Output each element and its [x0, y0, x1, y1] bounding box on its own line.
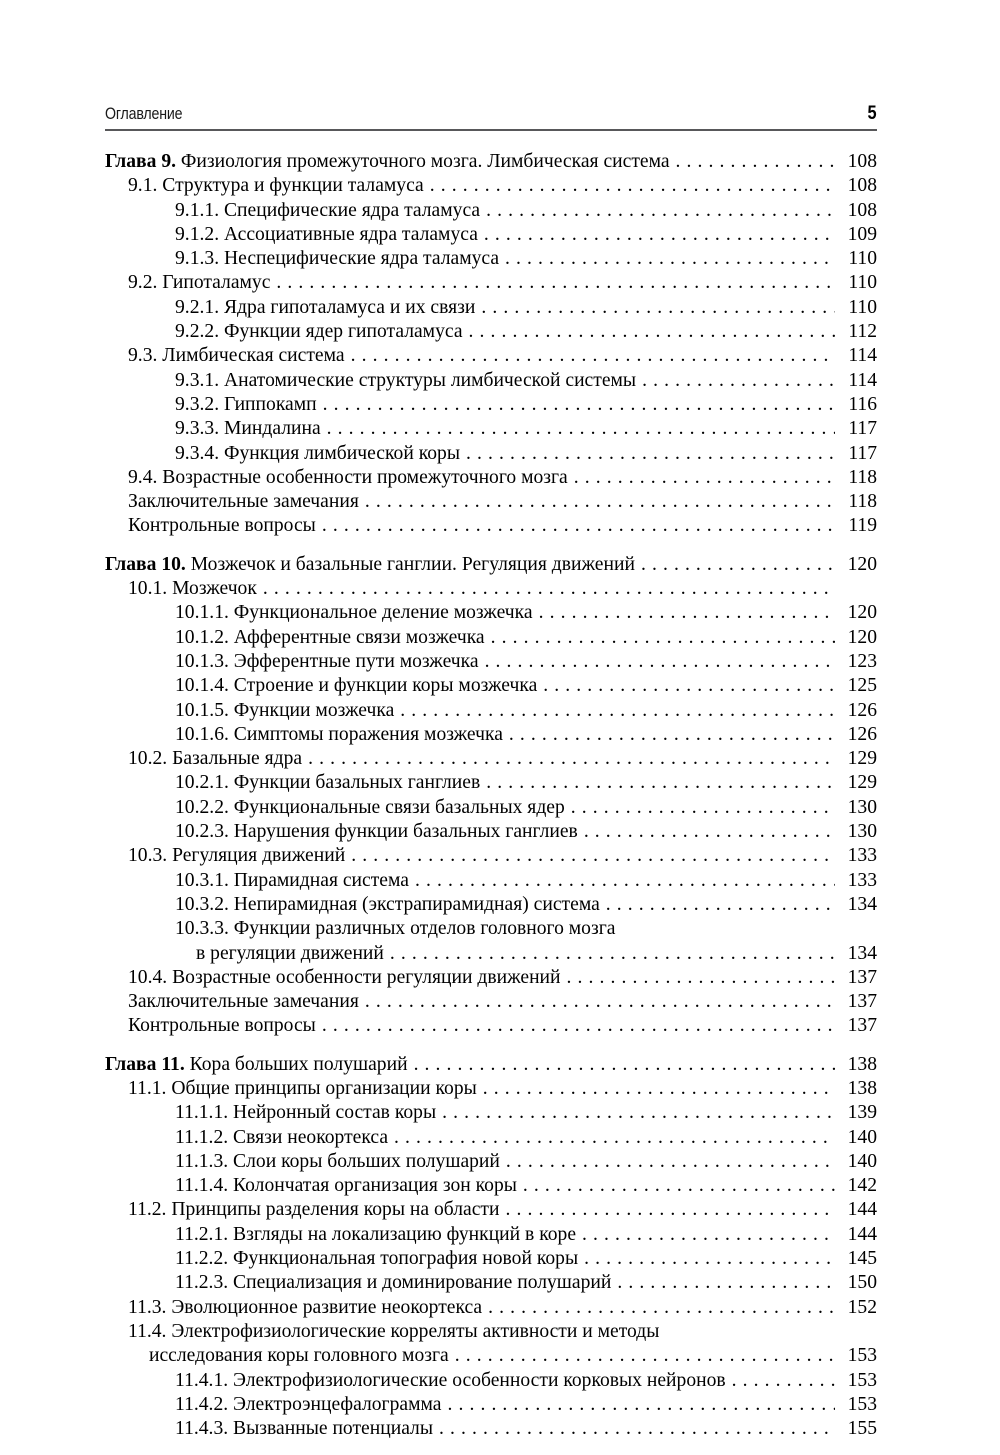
dot-leader	[365, 990, 835, 1014]
toc-entry-label: 10.1.3. Эфферентные пути мозжечка	[175, 650, 479, 672]
dot-leader	[400, 699, 835, 723]
toc-entry-row[interactable]	[105, 442, 877, 466]
dot-leader	[584, 1247, 835, 1271]
dot-leader	[276, 271, 835, 295]
toc-entry-row[interactable]	[105, 223, 877, 247]
toc-entry-label: 10.2.3. Нарушения функции базальных ганглиев	[175, 821, 578, 843]
toc-page-number: 123	[847, 650, 877, 672]
toc-entry-label: 9.3. Лимбическая система	[128, 345, 345, 367]
toc-entry-label: 10.3.2. Непирамидная (экстрапирамидная) система	[175, 893, 600, 915]
toc-page-number: 140	[847, 1126, 877, 1148]
toc-entry-row[interactable]	[105, 990, 877, 1014]
toc-entry-label: Заключительные замечания	[128, 991, 359, 1013]
toc-entry-label: 11.4.2. Электроэнцефалограмма	[175, 1393, 442, 1415]
toc-entry-label: 11.4.3. Вызванные потенциалы	[175, 1418, 433, 1440]
dot-leader	[455, 1344, 835, 1368]
toc-entry-label: 9.1. Структура и функции таламуса	[128, 175, 424, 197]
dot-leader	[486, 199, 835, 223]
toc-entry-row[interactable]	[105, 466, 877, 490]
dot-leader	[322, 1014, 835, 1038]
toc-page-number: 120	[847, 553, 877, 575]
chapter-block	[105, 1053, 877, 1442]
toc-entry-row[interactable]	[105, 1369, 877, 1393]
toc-page-number: 110	[848, 248, 877, 270]
dot-leader	[447, 1393, 835, 1417]
toc-entry-label: 11.2.1. Взгляды на локализацию функций в коре	[175, 1223, 577, 1245]
dot-leader	[621, 917, 835, 941]
toc-page-number: 109	[847, 223, 877, 245]
toc-page-number: 137	[847, 966, 877, 988]
toc-entry-row[interactable]	[105, 796, 877, 820]
toc-page-number: 134	[847, 893, 877, 915]
toc-entry-row[interactable]	[105, 199, 877, 223]
toc-entry-row[interactable]	[105, 369, 877, 393]
toc-entry-label: 11.4. Электрофизиологические корреляты активности и методы	[128, 1320, 660, 1342]
dot-leader	[543, 674, 835, 698]
dot-leader	[491, 626, 835, 650]
dot-leader	[323, 393, 835, 417]
toc-page-number: 145	[847, 1248, 877, 1270]
dot-leader	[523, 1174, 835, 1198]
toc-entry-row[interactable]	[105, 344, 877, 368]
toc-entry-row[interactable]	[105, 320, 877, 344]
toc-entry-row[interactable]	[105, 966, 877, 990]
dot-leader	[485, 650, 835, 674]
toc-page-number: 139	[847, 1102, 877, 1124]
dot-leader	[327, 417, 835, 441]
toc-entry-label: Контрольные вопросы	[128, 515, 316, 537]
toc-entry-row[interactable]	[105, 271, 877, 295]
page-title: Оглавление	[105, 105, 183, 123]
toc-entry-label: 9.1.1. Специфические ядра таламуса	[175, 199, 481, 221]
dot-leader	[308, 747, 835, 771]
toc-entry-label: Глава 10. Мозжечок и базальные ганглии. Регуляция движений	[105, 553, 635, 575]
dot-leader	[351, 344, 835, 368]
toc-entry-row[interactable]	[105, 417, 877, 441]
toc-page-number: 144	[847, 1223, 877, 1245]
toc-entry-row[interactable]	[105, 1223, 877, 1247]
toc-entry-row[interactable]	[105, 917, 877, 941]
toc-entry-row[interactable]	[105, 1150, 877, 1174]
toc-entry-row[interactable]	[105, 650, 877, 674]
toc-entry-row[interactable]	[105, 771, 877, 795]
dot-leader	[414, 1053, 835, 1077]
chapter-block	[105, 150, 877, 539]
dot-leader	[582, 1223, 835, 1247]
folio-page-number: 5	[867, 103, 877, 124]
toc-page-number: 137	[847, 991, 877, 1013]
toc-entry-label: 11.1.3. Слои коры больших полушарий	[175, 1150, 500, 1172]
toc-page-number: 110	[848, 296, 877, 318]
toc-entry-row[interactable]	[105, 869, 877, 893]
toc-page-number: 133	[847, 845, 877, 867]
dot-leader	[390, 942, 835, 966]
dot-leader	[365, 490, 835, 514]
toc-entry-row[interactable]	[105, 1174, 877, 1198]
toc-entry-row[interactable]	[105, 1126, 877, 1150]
dot-leader	[617, 1271, 835, 1295]
toc-entry-row[interactable]	[105, 247, 877, 271]
toc-page-number: 108	[847, 151, 877, 172]
toc-entry-label: 9.1.2. Ассоциативные ядра таламуса	[175, 223, 478, 245]
dot-leader	[539, 601, 835, 625]
toc-page-number: 108	[847, 199, 877, 221]
toc-chapter-prefix: Глава 9.	[105, 151, 177, 172]
toc-entry-label: 10.3. Регуляция движений	[128, 845, 346, 867]
toc-entry-row[interactable]	[105, 393, 877, 417]
toc-entry-label: 9.3.3. Миндалина	[175, 418, 321, 440]
dot-leader	[584, 820, 835, 844]
toc-page-number: 138	[847, 1053, 877, 1075]
toc-entry-label: 10.1.4. Строение и функции коры мозжечка	[175, 675, 538, 697]
toc-entry-label: 9.3.1. Анатомические структуры лимбической системы	[175, 369, 637, 391]
toc-entry-row[interactable]	[105, 626, 877, 650]
toc-entry-label: в регуляции движений	[196, 942, 384, 964]
dot-leader	[394, 1126, 835, 1150]
toc-entry-label: 9.3.2. Гиппокамп	[175, 393, 317, 415]
toc-page-number: 119	[848, 515, 877, 537]
toc-entry-row[interactable]	[105, 296, 877, 320]
running-header	[105, 103, 877, 125]
toc-page-number: 153	[847, 1393, 877, 1415]
toc-entry-row[interactable]	[105, 1198, 877, 1222]
toc-chapter-prefix: Глава 10.	[105, 553, 186, 575]
toc-entry-label: 9.2. Гипоталамус	[128, 272, 271, 294]
toc-page-number: 133	[847, 869, 877, 891]
toc-entry-label: 9.2.2. Функции ядер гипоталамуса	[175, 321, 463, 343]
toc-entry-label: 10.1.1. Функциональное деление мозжечка	[175, 602, 533, 624]
toc-entry-label: 11.1.2. Связи неокортекса	[175, 1126, 389, 1148]
dot-leader	[732, 1369, 835, 1393]
toc-page-number: 114	[848, 369, 877, 391]
header-divider	[105, 129, 877, 131]
toc-entry-label: 10.1.5. Функции мозжечка	[175, 699, 395, 721]
toc-entry-label: 11.2.3. Специализация и доминирование полушарий	[175, 1272, 612, 1294]
toc-entry-label: 9.3.4. Функция лимбической коры	[175, 442, 460, 464]
dot-leader	[430, 174, 835, 198]
toc-entry-row[interactable]	[105, 1320, 877, 1344]
dot-leader	[466, 442, 835, 466]
toc-page-number: 125	[847, 675, 877, 697]
table-of-contents	[105, 150, 877, 1441]
toc-entry-row[interactable]	[105, 1271, 877, 1295]
dot-leader	[322, 514, 835, 538]
toc-page-number: 126	[847, 723, 877, 745]
toc-entry-row[interactable]	[105, 674, 877, 698]
dot-leader	[571, 796, 835, 820]
toc-entry-label: исследования коры головного мозга	[149, 1345, 449, 1367]
toc-entry-row[interactable]	[105, 1344, 877, 1368]
toc-entry-label: 9.4. Возрастные особенности промежуточного мозга	[128, 466, 568, 488]
toc-page-number: 150	[847, 1272, 877, 1294]
toc-page-number: 129	[847, 748, 877, 770]
toc-entry-label: 10.3.1. Пирамидная система	[175, 869, 409, 891]
toc-chapter-row[interactable]	[105, 1053, 877, 1077]
toc-entry-label: 11.1.1. Нейронный состав коры	[175, 1102, 437, 1124]
toc-entry-row[interactable]	[105, 723, 877, 747]
dot-leader	[439, 1417, 835, 1441]
toc-page-number: 118	[848, 466, 877, 488]
dot-leader	[574, 466, 835, 490]
toc-entry-label: 10.2. Базальные ядра	[128, 748, 303, 770]
toc-entry-label: 11.4.1. Электрофизиологические особенности корковых нейронов	[175, 1369, 726, 1391]
toc-entry-row[interactable]	[105, 1393, 877, 1417]
dot-leader	[606, 893, 835, 917]
toc-page-number: 130	[847, 796, 877, 818]
toc-page-number: 114	[848, 345, 877, 367]
toc-entry-row[interactable]	[105, 699, 877, 723]
dot-leader	[642, 369, 835, 393]
toc-entry-label: Глава 9. Физиология промежуточного мозга. Лимбическая система	[105, 151, 670, 172]
toc-page-number: 142	[847, 1175, 877, 1197]
toc-entry-label: 11.1. Общие принципы организации коры	[128, 1077, 477, 1099]
toc-page-number: 116	[848, 393, 877, 415]
toc-page-number: 117	[848, 442, 877, 464]
toc-page-number: 112	[848, 321, 877, 343]
toc-entry-label: 10.2.1. Функции базальных ганглиев	[175, 772, 481, 794]
toc-page-number: 138	[847, 1077, 877, 1099]
toc-chapter-prefix: Глава 11.	[105, 1053, 185, 1075]
toc-page-number: 120	[847, 626, 877, 648]
toc-entry-label: Глава 11. Кора больших полушарий	[105, 1053, 408, 1075]
toc-entry-row[interactable]	[105, 893, 877, 917]
toc-entry-label: 10.1. Мозжечок	[128, 578, 257, 600]
toc-page-number: 144	[847, 1199, 877, 1221]
toc-entry-label: 11.2. Принципы разделения коры на области	[128, 1199, 500, 1221]
dot-leader	[483, 1077, 835, 1101]
toc-entry-row[interactable]	[105, 747, 877, 771]
toc-page-number: 108	[847, 175, 877, 197]
toc-page-number: 126	[847, 699, 877, 721]
toc-entry-label: Контрольные вопросы	[128, 1015, 316, 1037]
toc-page-number: 120	[847, 602, 877, 624]
toc-page-number: 155	[847, 1418, 877, 1440]
toc-page-number: 118	[848, 491, 877, 513]
toc-entry-row[interactable]	[105, 577, 877, 601]
toc-page-number: 137	[847, 1015, 877, 1037]
toc-entry-row[interactable]	[105, 514, 877, 538]
toc-entry-label: 9.1.3. Неспецифические ядра таламуса	[175, 248, 500, 270]
dot-leader	[486, 771, 835, 795]
toc-entry-label: 10.3.3. Функции различных отделов головного мозга	[175, 918, 616, 940]
dot-leader	[509, 723, 835, 747]
toc-chapter-row[interactable]	[105, 150, 877, 174]
dot-leader	[665, 1320, 835, 1344]
dot-leader	[484, 223, 835, 247]
toc-page-number: 152	[847, 1296, 877, 1318]
toc-chapter-row[interactable]	[105, 553, 877, 577]
toc-entry-label: Заключительные замечания	[128, 491, 359, 513]
toc-entry-label: 9.2.1. Ядра гипоталамуса и их связи	[175, 296, 476, 318]
dot-leader	[263, 577, 835, 601]
toc-entry-row[interactable]	[105, 1417, 877, 1441]
toc-entry-row[interactable]	[105, 1077, 877, 1101]
dot-leader	[351, 844, 835, 868]
toc-entry-label: 10.1.6. Симптомы поражения мозжечка	[175, 723, 503, 745]
toc-entry-label: 11.3. Эволюционное развитие неокортекса	[128, 1296, 483, 1318]
toc-entry-row[interactable]	[105, 490, 877, 514]
dot-leader	[505, 1198, 835, 1222]
toc-entry-row[interactable]	[105, 601, 877, 625]
toc-page-number: 140	[847, 1150, 877, 1172]
toc-entry-label: 10.2.2. Функциональные связи базальных ядер	[175, 796, 565, 818]
toc-entry-label: 11.1.4. Колончатая организация зон коры	[175, 1175, 517, 1197]
toc-entry-label: 10.1.2. Афферентные связи мозжечка	[175, 626, 485, 648]
dot-leader	[469, 320, 835, 344]
toc-page-number: 117	[848, 418, 877, 440]
toc-entry-row[interactable]	[105, 1014, 877, 1038]
dot-leader	[442, 1101, 835, 1125]
dot-leader	[676, 150, 835, 174]
dot-leader	[488, 1296, 835, 1320]
toc-entry-row[interactable]	[105, 942, 877, 966]
toc-page-number: 129	[847, 772, 877, 794]
toc-page-number: 134	[847, 942, 877, 964]
toc-entry-row[interactable]	[105, 1296, 877, 1320]
toc-page-number: 153	[847, 1369, 877, 1391]
toc-entry-row[interactable]	[105, 844, 877, 868]
dot-leader	[415, 869, 835, 893]
dot-leader	[506, 1150, 835, 1174]
dot-leader	[481, 296, 835, 320]
toc-entry-row[interactable]	[105, 1247, 877, 1271]
toc-page-number: 130	[847, 821, 877, 843]
toc-page-number: 153	[847, 1345, 877, 1367]
chapter-block	[105, 553, 877, 1039]
toc-entry-label: 10.4. Возрастные особенности регуляции движений	[128, 966, 561, 988]
toc-page-number: 110	[848, 272, 877, 294]
dot-leader	[641, 553, 835, 577]
dot-leader	[505, 247, 835, 271]
dot-leader	[567, 966, 835, 990]
toc-entry-row[interactable]	[105, 174, 877, 198]
toc-entry-row[interactable]	[105, 1101, 877, 1125]
toc-entry-label: 11.2.2. Функциональная топография новой коры	[175, 1248, 579, 1270]
toc-entry-row[interactable]	[105, 820, 877, 844]
